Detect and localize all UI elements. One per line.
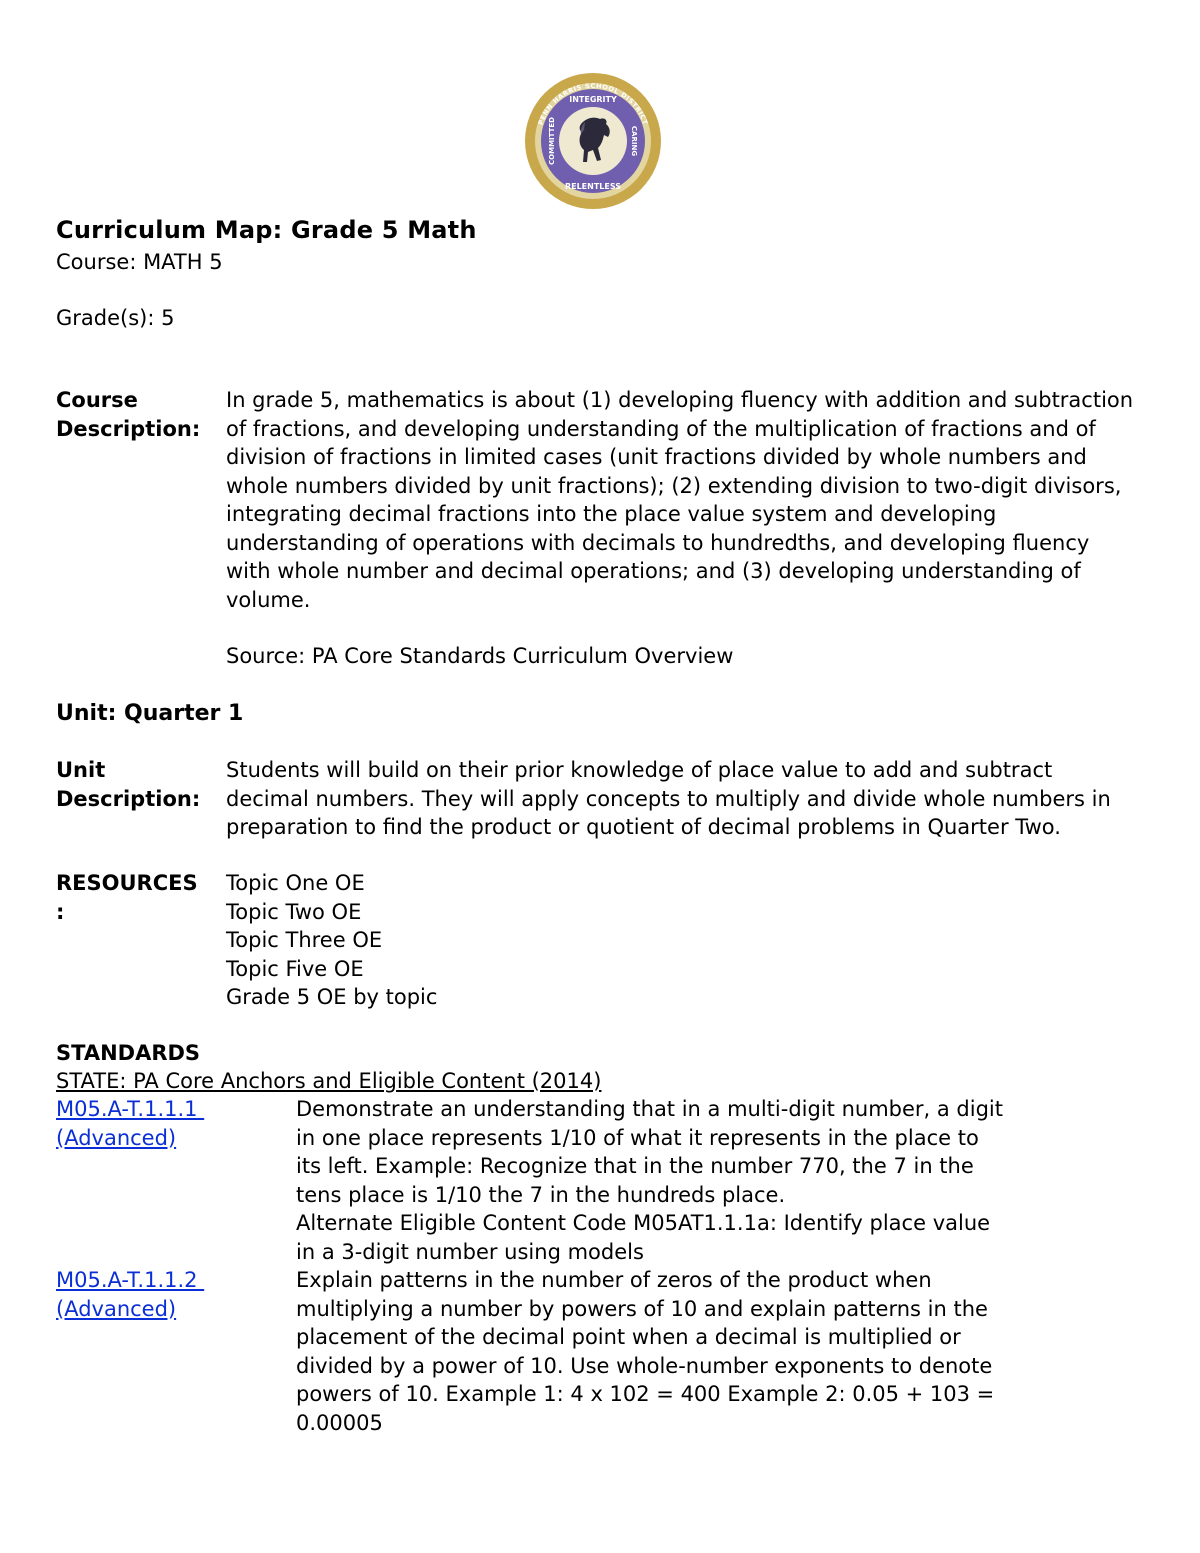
- course-line: Course: MATH 5: [56, 250, 223, 274]
- resources-label: RESOURCES :: [56, 871, 198, 924]
- seal-word-top: INTEGRITY: [569, 95, 617, 104]
- resource-item: Topic One OE: [226, 871, 365, 895]
- school-district-seal-logo: [524, 72, 662, 210]
- seal-word-right: CARING: [630, 125, 638, 157]
- standard-1-code-link[interactable]: M05.A-T.1.1.1: [56, 1097, 205, 1121]
- seal-ring-text: PENN HARRIS SCHOOL DISTRICT: [536, 81, 650, 127]
- standard-2-code-block: [56, 1266, 204, 1323]
- resource-item: Grade 5 OE by topic: [226, 985, 438, 1009]
- standard-1-description: Demonstrate an understanding that in a multi-digit number, a digit in one place represents 1/10 of what it represents in the place to its left. Example: Recognize that in the number 770, the 7 in the tens place is 1/10 the 7 in the hundreds place. Alternate Eligible Content Code M05AT1.1.1a: Identify place value in a 3-digit number using models: [296, 1097, 1003, 1264]
- course-description-text: In grade 5, mathematics is about (1) developing fluency with addition and subtraction of fractions, and developing understanding of the multiplication of fractions and of division of fractions in limited cases (unit fractions divided by whole numbers and whole numbers divided by unit fractions); (2) extending division to two-digit divisors, integrating decimal fractions into the place value system and developing understanding of operations with decimals to hundredths, and developing fluency with whole number and decimal operations; and (3) developing understanding of volume.: [226, 388, 1134, 612]
- page-title: Curriculum Map: Grade 5 Math: [56, 216, 477, 244]
- standard-1-code-block: [56, 1095, 204, 1152]
- seal-word-left: COMMITTED: [548, 117, 556, 165]
- course-description-label: Course Description:: [56, 388, 201, 441]
- unit-heading: Unit: Quarter 1: [56, 701, 244, 726]
- grades-line: Grade(s): 5: [56, 306, 175, 330]
- resource-item: Topic Three OE: [226, 928, 383, 952]
- standards-heading: STANDARDS: [56, 1041, 201, 1065]
- standard-2-level-link[interactable]: (Advanced): [56, 1296, 177, 1321]
- seal-word-bottom: RELENTLESS: [564, 182, 622, 191]
- resource-item: Topic Two OE: [226, 899, 362, 924]
- standard-2-description: Explain patterns in the number of zeros of the product when multiplying a number by powers of 10 and explain patterns in the placement of the decimal point when a decimal is multiplied or divided by a power of 10. Use whole-number exponents to denote powers of 10. Example 1: 4 x 102 = 400 Example 2: 0.05 + 103 = 0.00005: [296, 1268, 995, 1435]
- unit-description-text: Students will build on their prior knowledge of place value to add and subtract decimal numbers. They will apply concepts to multiply and divide whole numbers in preparation to find the product or quotient of decimal problems in Quarter Two.: [226, 758, 1111, 839]
- state-standards-line: STATE: PA Core Anchors and Eligible Content (2014): [56, 1069, 602, 1093]
- course-description-source: Source: PA Core Standards Curriculum Overview: [226, 644, 734, 668]
- unit-description-label: Unit Description:: [56, 758, 201, 811]
- standard-1-level-link[interactable]: (Advanced): [56, 1125, 177, 1150]
- resources-list: [226, 869, 437, 1012]
- resource-item: Topic Five OE: [226, 956, 364, 981]
- standard-2-code-link[interactable]: M05.A-T.1.1.2: [56, 1268, 205, 1292]
